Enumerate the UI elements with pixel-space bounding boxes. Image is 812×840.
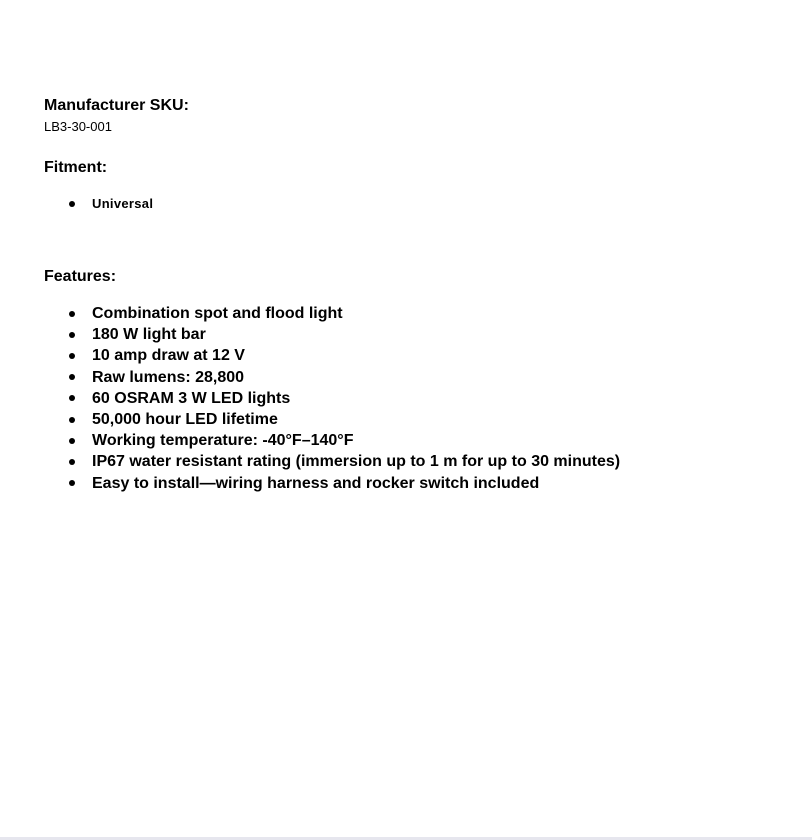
bullet-icon [69, 353, 75, 359]
list-item-text: IP67 water resistant rating (immersion up to 1 m for up to 30 minutes) [92, 453, 621, 471]
list-item [44, 388, 784, 409]
list-item-text: Raw lumens: 28,800 [92, 368, 245, 386]
list-item [44, 473, 784, 494]
list-item-text: Combination spot and flood light [92, 305, 343, 322]
sku-label: Manufacturer SKU: [44, 97, 189, 114]
list-item [44, 324, 784, 345]
list-item-text: 180 W light bar [92, 326, 206, 344]
list-item [44, 303, 784, 324]
bullet-icon [69, 395, 75, 401]
bullet-icon [69, 480, 75, 486]
bullet-icon [69, 311, 75, 317]
features-label: Features: [44, 268, 117, 285]
bullet-icon [69, 417, 75, 423]
list-item [44, 367, 784, 388]
list-item-text: 60 OSRAM 3 W LED lights [92, 389, 291, 407]
features-list [44, 303, 784, 494]
list-item [44, 409, 784, 430]
product-details [44, 96, 784, 494]
list-item [44, 345, 784, 366]
bullet-icon [69, 332, 75, 338]
list-item [44, 430, 784, 451]
bullet-icon [69, 201, 75, 207]
bullet-icon [69, 459, 75, 465]
fitment-label: Fitment: [44, 159, 108, 176]
sku-value: LB3-30-001 [44, 119, 112, 134]
bullet-icon [69, 374, 75, 380]
list-item-text: 10 amp draw at 12 V [92, 347, 245, 365]
list-item-text: Easy to install—wiring harness and rocker switch included [92, 474, 540, 492]
list-item-text: 50,000 hour LED lifetime [92, 411, 278, 429]
list-item [44, 195, 784, 212]
fitment-list [44, 195, 784, 212]
list-item-text: Working temperature: -40°F–140°F [92, 432, 354, 450]
list-item-text: Universal [92, 196, 154, 211]
list-item [44, 451, 784, 472]
bullet-icon [69, 438, 75, 444]
